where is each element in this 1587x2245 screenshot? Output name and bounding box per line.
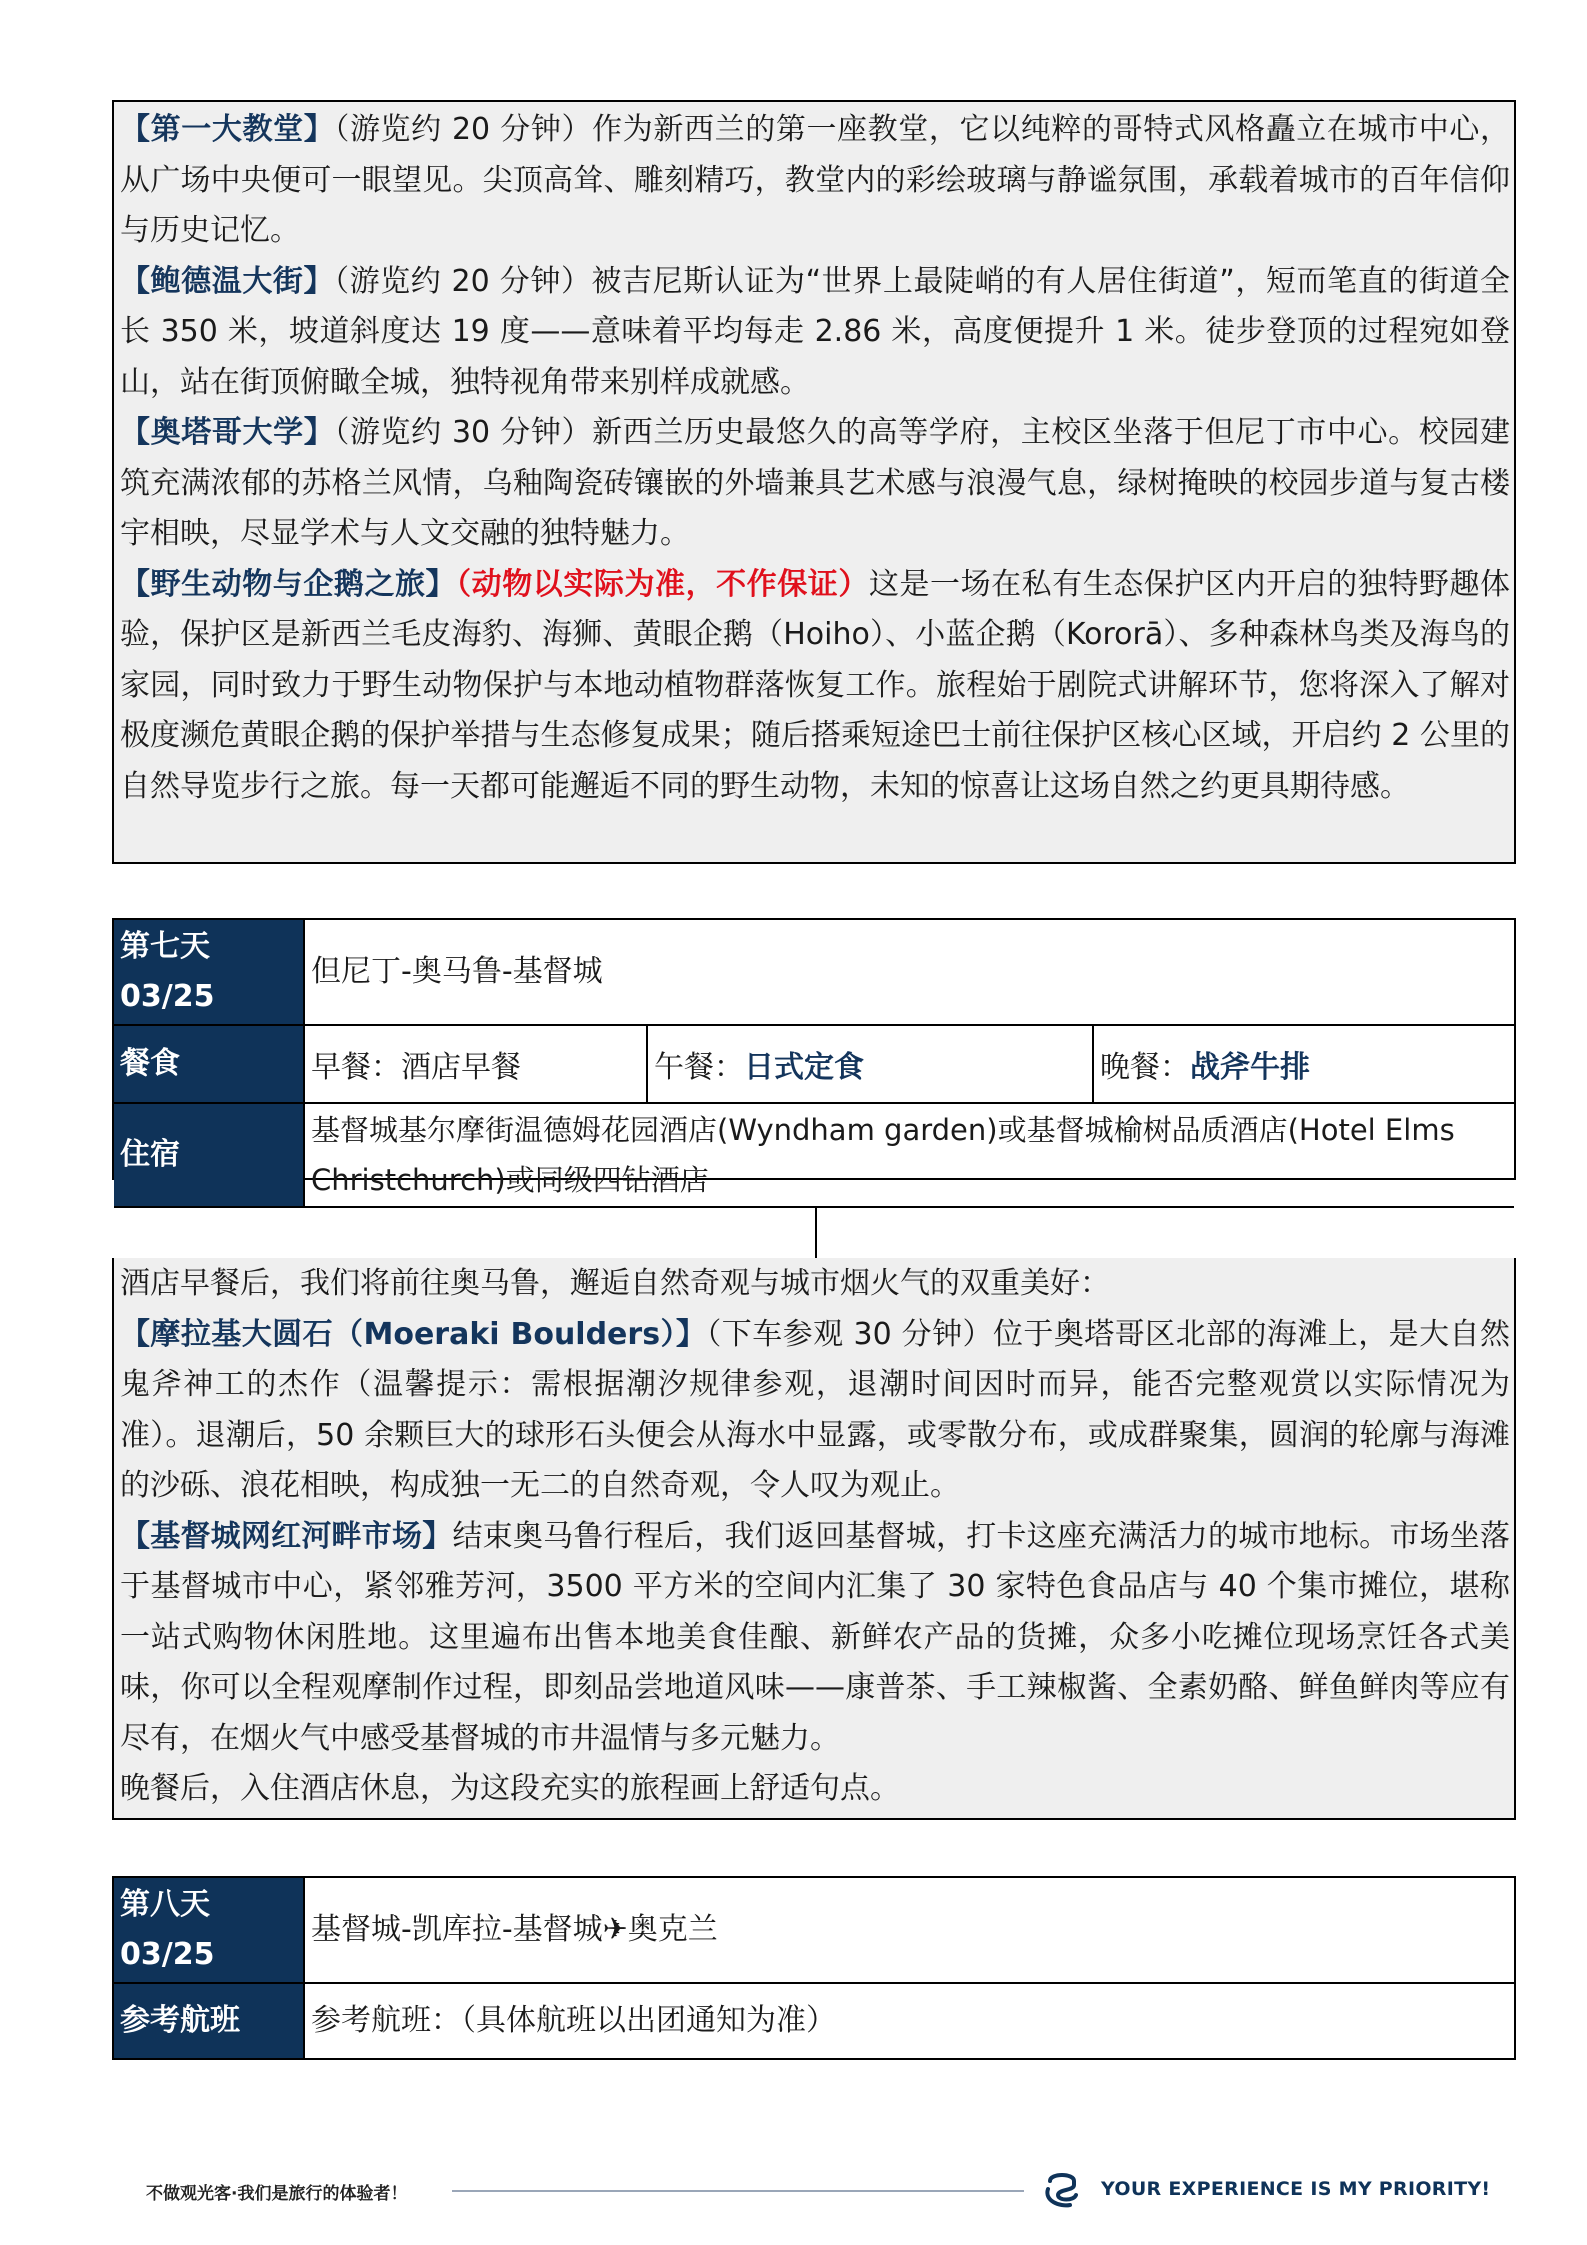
day-label: 第八天 [120,1887,210,1922]
day7-meals-row [114,1026,1514,1104]
day8-route: 基督城-凯库拉-基督城✈奥克兰 [311,1912,718,1947]
day8-table [112,1876,1516,2060]
lunch-label: 午餐： [654,1050,744,1085]
day7-hotel-row [114,1104,1514,1208]
dinner-label: 晚餐： [1100,1050,1190,1085]
day7-description [112,1258,1516,1820]
footer-motto: YOUR EXPERIENCE IS MY PRIORITY! [1101,2178,1491,2200]
day7-label [114,920,305,1024]
attraction-riverside-market [114,1512,1514,1765]
attraction-text: （下车参观 30 分钟）位于奥塔哥区北部的海滩上，是大自然鬼斧神工的杰作（温馨提示：需根据潮汐规律参观，退潮时间因时而异，能否完整观赏以实际情况为准）。退潮后，50 余颗巨大的球形石头便会从海水中显露，或零散分布，或成群聚集，圆润的轮廓与海滩的沙砾、浪花相映，构成独一无二的自然奇观，令人叹为观止。 [120,1316,1510,1503]
flight-label: 参考航班 [114,1984,305,2058]
attractions-box-day6 [112,100,1516,864]
breakfast-label: 早餐： [311,1050,401,1085]
day7-outro: 晚餐后，入住酒店休息，为这段充实的旅程画上舒适句点。 [120,1771,900,1806]
flight-value: 参考航班：（具体航班以出团通知为准） [311,2003,836,2038]
attraction-text: （游览约 30 分钟）新西兰历史最悠久的高等学府，主校区坐落于但尼丁市中心。校园建筑充满浓郁的苏格兰风情，乌釉陶瓷砖镶嵌的外墙兼具艺术感与浪漫气息，绿树掩映的校园步道与复古楼宇相映，尽显学术与人文交融的独特魅力。 [120,415,1511,551]
attraction-title: 【基督城网红河畔市场】 [120,1518,453,1554]
day7-route: 但尼丁-奥马鲁-基督城 [311,954,603,989]
warning-note: （动物以实际为准，不作保证） [456,566,869,602]
empty-cell-left [114,1208,817,1263]
attraction-title: 【奥塔哥大学】 [120,415,335,450]
dinner-value: 战斧牛排 [1190,1050,1310,1085]
day7-header-row [114,920,1514,1026]
attraction-moeraki-boulders [114,1310,1514,1512]
attraction-text: 结束奥马鲁行程后，我们返回基督城，打卡这座充满活力的城市地标。市场坐落于基督城市中心，紧邻雅芳河，3500 平方米的空间内汇集了 30 家特色食品店与 40 个集市摊位，堪称一站式购物休闲胜地。这里遍布出售本地美食佳酿、新鲜农产品的货摊，众多小吃摊位现场烹饪各式美味，你可以全程观摩制作过程，即刻品尝地道风味——康普茶、手工辣椒酱、全素奶酪、鲜鱼鲜肉等应有尽有，在烟火气中感受基督城的市井温情与多元魅力。 [120,1518,1511,1756]
attraction-title: 【鲍德温大街】 [120,263,335,299]
lunch-value: 日式定食 [744,1050,864,1085]
attraction-title: 【摩拉基大圆石（Moeraki Boulders）】 [120,1316,707,1352]
day7-intro: 酒店早餐后，我们将前往奥马鲁，邂逅自然奇观与城市烟火气的双重美好： [120,1266,1110,1301]
day7-empty-row [114,1208,1514,1263]
brand-logo-icon [1040,2167,1084,2211]
day8-header-row [114,1878,1514,1984]
attraction-title: 【野生动物与企鹅之旅】 [120,566,457,602]
attraction-text: （游览约 20 分钟）被吉尼斯认证为“世界上最陡峭的有人居住街道”，短而笔直的街道全长 350 米，坡道斜度达 19 度——意味着平均每走 2.86 米，高度便提升 1 米。徒步登顶的过程宛如登山，站在街顶俯瞰全城，独特视角带来别样成就感。 [120,263,1510,400]
meals-label: 餐食 [114,1026,305,1102]
breakfast-cell [305,1026,648,1102]
attraction-text: （游览约 20 分钟）作为新西兰的第一座教堂，它以纯粹的哥特式风格矗立在城市中心，从广场中央便可一眼望见。尖顶高耸、雕刻精巧，教堂内的彩绘玻璃与静谧氛围，承载着城市的百年信仰与历史记忆。 [120,112,1511,248]
breakfast-value: 酒店早餐 [401,1050,521,1085]
day8-flight-row [114,1984,1514,2058]
attraction-cathedral [114,105,1514,257]
attraction-title: 【第一大教堂】 [120,112,335,147]
empty-cell-right [817,1208,1514,1263]
hotel-value: 基督城基尔摩街温德姆花园酒店(Wyndham garden)或基督城榆树品质酒店(Hotel Elms Christchurch)或同级四钻酒店 [311,1113,1455,1197]
attraction-baldwin-street [114,257,1514,409]
attraction-wildlife-tour [114,560,1514,813]
footer-divider [452,2190,1024,2192]
day8-label [114,1878,305,1982]
attraction-otago-university [114,408,1514,560]
page-footer [0,2165,1587,2225]
hotel-label: 住宿 [114,1104,305,1206]
day-date: 03/25 [120,979,215,1014]
lunch-cell [648,1026,1094,1102]
dinner-cell [1094,1026,1514,1102]
day-date: 03/25 [120,1937,215,1972]
footer-slogan: 不做观光客·我们是旅行的体验者！ [146,2184,408,2204]
day-label: 第七天 [120,929,210,964]
day7-table [112,918,1516,1197]
attraction-text: 这是一场在私有生态保护区内开启的独特野趣体验，保护区是新西兰毛皮海豹、海狮、黄眼企鹅（Hoiho）、小蓝企鹅（Kororā）、多种森林鸟类及海鸟的家园，同时致力于野生动物保护与本地动植物群落恢复工作。旅程始于剧院式讲解环节，您将深入了解对极度濒危黄眼企鹅的保护举措与生态修复成果；随后搭乘短途巴士前往保护区核心区域，开启约 2 公里的自然导览步行之旅。每一天都可能邂逅不同的野生动物，未知的惊喜让这场自然之约更具期待感。 [120,566,1511,804]
